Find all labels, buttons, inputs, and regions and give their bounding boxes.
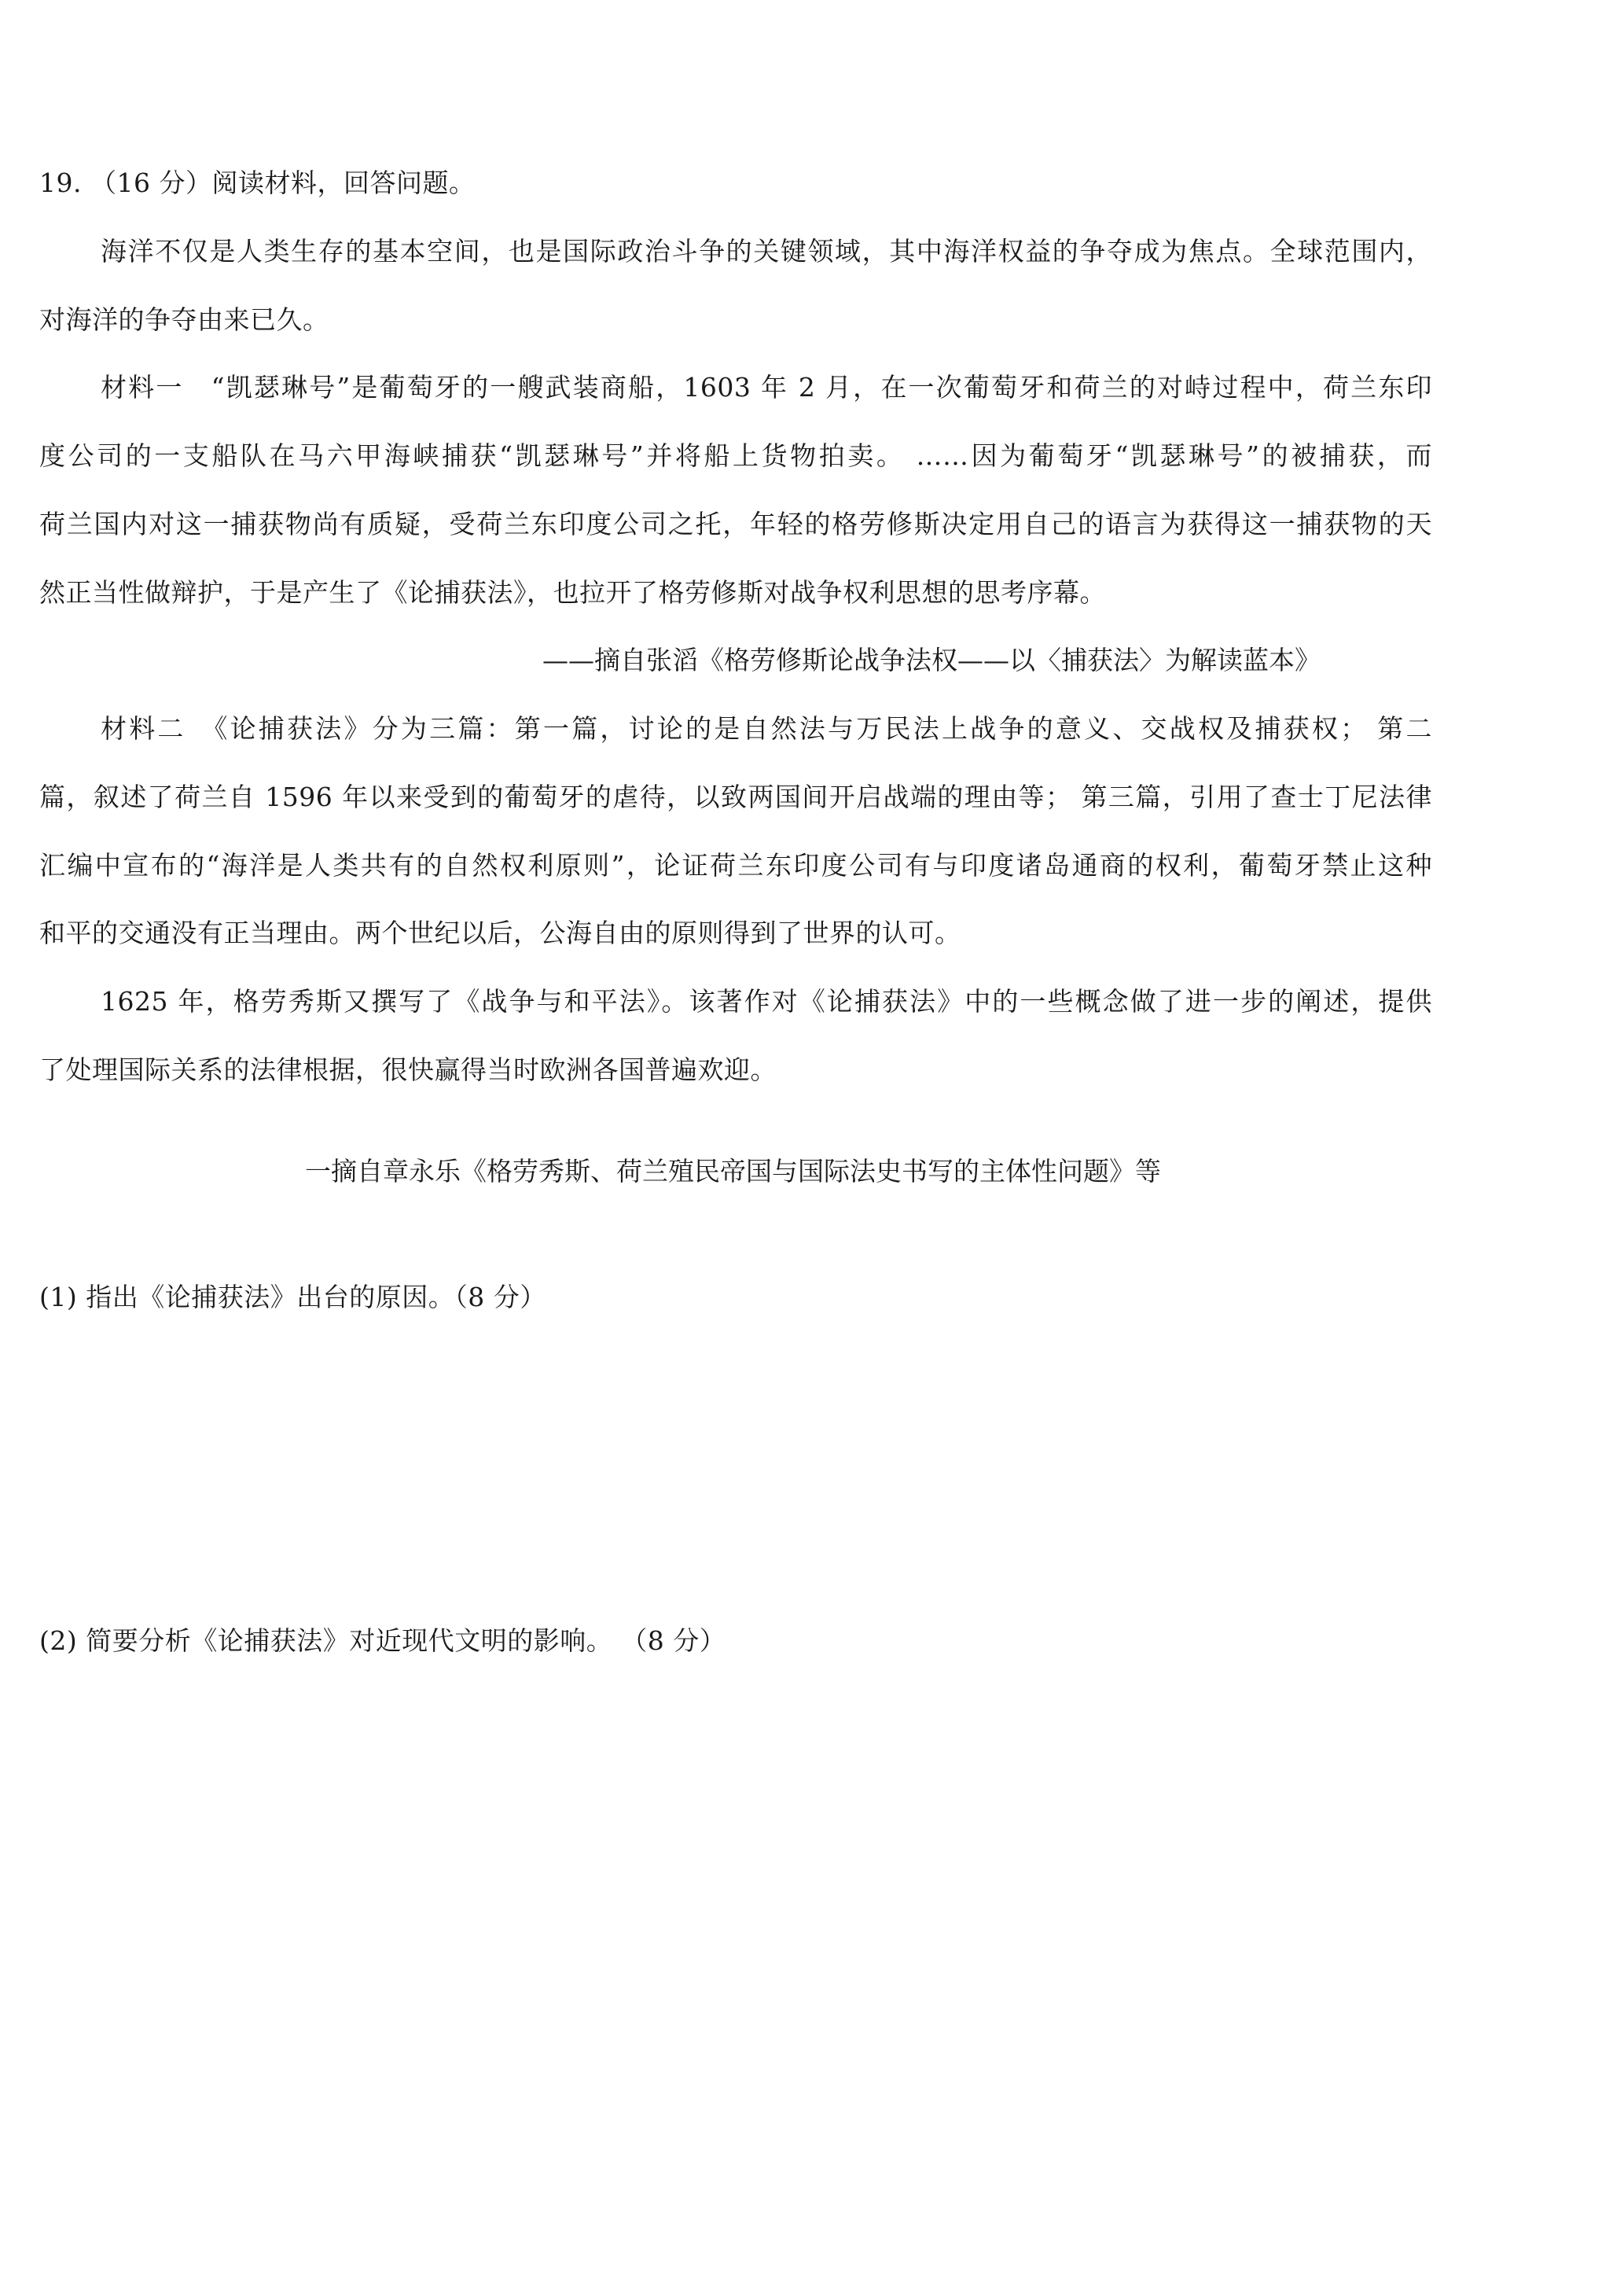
intro-line-2: 对海洋的争夺由来已久。 [39, 304, 329, 335]
material2-line-5: 1625 年，格劳秀斯又撰写了《战争与和平法》。该著作对《论捕获法》中的一些概念做了进一步的阐述，提供 [101, 986, 1432, 1017]
material1-line-4: 然正当性做辩护，于是产生了《论捕获法》，也拉开了格劳修斯对战争权利思想的思考序幕。 [39, 577, 1106, 608]
material1-line-2: 度公司的一支船队在马六甲海峡捕获“凯瑟琳号”并将船上货物拍卖。 ……因为葡萄牙“凯瑟琳号”的被捕获，而 [39, 440, 1432, 471]
material1-line-3: 荷兰国内对这一捕获物尚有质疑，受荷兰东印度公司之托，年轻的格劳修斯决定用自己的语言为获得这一捕获物的天 [39, 509, 1432, 539]
material2-line-1: 材料二 《论捕获法》分为三篇：第一篇，讨论的是自然法与万民法上战争的意义、交战权及捕获权； 第二 [101, 713, 1432, 744]
sub-question-1: (1) 指出《论捕获法》出台的原因。（8 分） [39, 1282, 546, 1312]
material1-source: ——摘自张滔《格劳修斯论战争法权——以〈捕获法〉为解读蓝本》 [542, 645, 1321, 675]
material2-line-2: 篇，叙述了荷兰自 1596 年以来受到的葡萄牙的虐待，以致两国间开启战端的理由等； 第三篇，引用了查士丁尼法律 [39, 782, 1432, 812]
intro-line-1: 海洋不仅是人类生存的基本空间，也是国际政治斗争的关键领域，其中海洋权益的争夺成为焦点。全球范围内， [101, 236, 1432, 267]
material2-line-3: 汇编中宣布的“海洋是人类共有的自然权利原则”，论证荷兰东印度公司有与印度诸岛通商的权利，葡萄牙禁止这种 [39, 850, 1432, 881]
question-header: 19. （16 分）阅读材料，回答问题。 [39, 167, 476, 198]
material2-source: 一摘自章永乐《格劳秀斯、荷兰殖民帝国与国际法史书写的主体性问题》等 [305, 1156, 1161, 1187]
material2-line-6: 了处理国际关系的法律根据，很快赢得当时欧洲各国普遍欢迎。 [39, 1054, 777, 1085]
material2-line-4: 和平的交通没有正当理由。两个世纪以后，公海自由的原则得到了世界的认可。 [39, 918, 961, 948]
sub-question-2: (2) 简要分析《论捕获法》对近现代文明的影响。 （8 分） [39, 1625, 726, 1656]
material1-line-1: 材料一 “凯瑟琳号”是葡萄牙的一艘武装商船，1603 年 2 月，在一次葡萄牙和荷兰的对峙过程中，荷兰东印 [101, 372, 1432, 403]
